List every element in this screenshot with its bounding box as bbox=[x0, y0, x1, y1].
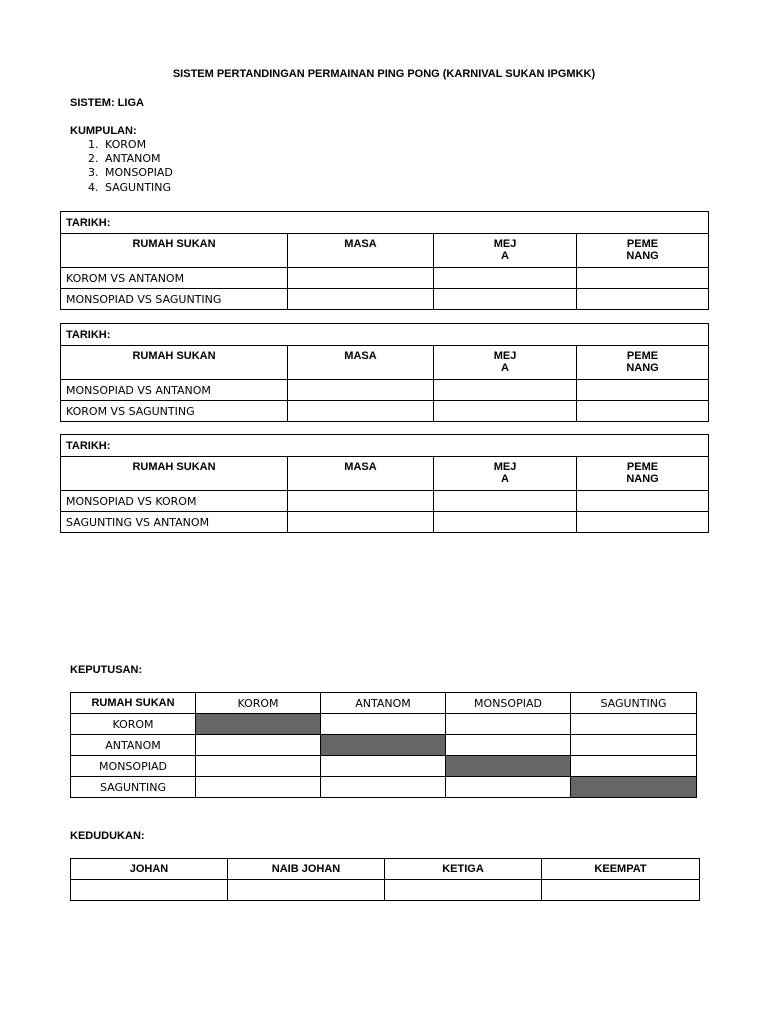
result-cell[interactable] bbox=[196, 735, 321, 756]
header-line: A bbox=[501, 473, 509, 485]
table-row bbox=[61, 268, 709, 289]
winner-cell[interactable] bbox=[577, 268, 709, 289]
table-row bbox=[71, 735, 697, 756]
standing-cell[interactable] bbox=[71, 880, 228, 901]
column-header-keempat: KEEMPAT bbox=[542, 859, 700, 880]
result-cell[interactable] bbox=[571, 714, 697, 735]
table-row bbox=[61, 401, 709, 422]
winner-cell[interactable] bbox=[577, 491, 709, 512]
match-cell: MONSOPIAD VS SAGUNTING bbox=[61, 289, 288, 310]
column-header-meja bbox=[434, 234, 577, 268]
column-header: KOROM bbox=[196, 693, 321, 714]
header-line: PEME bbox=[626, 238, 659, 250]
table-cell[interactable] bbox=[434, 289, 577, 310]
result-cell[interactable] bbox=[446, 735, 571, 756]
result-cell[interactable] bbox=[571, 735, 697, 756]
header-line: A bbox=[501, 250, 509, 262]
column-header: MONSOPIAD bbox=[446, 693, 571, 714]
date-label: TARIKH: bbox=[61, 324, 709, 346]
standings-table bbox=[70, 858, 700, 901]
table-cell[interactable] bbox=[434, 512, 577, 533]
list-number: 1. bbox=[88, 138, 99, 151]
group-name: MONSOPIAD bbox=[105, 166, 173, 180]
winner-cell[interactable] bbox=[577, 401, 709, 422]
column-header-rumah: RUMAH SUKAN bbox=[61, 457, 288, 491]
match-cell: MONSOPIAD VS ANTANOM bbox=[61, 380, 288, 401]
table-row bbox=[71, 756, 697, 777]
column-header-johan: JOHAN bbox=[71, 859, 228, 880]
shaded-cell bbox=[196, 714, 321, 735]
schedule-table bbox=[60, 434, 709, 533]
match-cell: KOROM VS ANTANOM bbox=[61, 268, 288, 289]
time-cell[interactable] bbox=[288, 289, 434, 310]
column-header-meja bbox=[434, 457, 577, 491]
result-cell[interactable] bbox=[321, 714, 446, 735]
result-cell[interactable] bbox=[446, 714, 571, 735]
group-list bbox=[88, 138, 173, 195]
time-cell[interactable] bbox=[288, 401, 434, 422]
list-item bbox=[88, 152, 173, 166]
table-row bbox=[61, 491, 709, 512]
time-cell[interactable] bbox=[288, 491, 434, 512]
table-row bbox=[71, 777, 697, 798]
column-header-masa: MASA bbox=[288, 457, 434, 491]
shaded-cell bbox=[321, 735, 446, 756]
table-cell[interactable] bbox=[434, 491, 577, 512]
header-line: NANG bbox=[626, 473, 659, 485]
column-header-ketiga: KETIGA bbox=[385, 859, 542, 880]
time-cell[interactable] bbox=[288, 268, 434, 289]
list-item bbox=[88, 166, 173, 180]
date-label: TARIKH: bbox=[61, 435, 709, 457]
header-line: NANG bbox=[626, 362, 659, 374]
system-label: SISTEM: LIGA bbox=[70, 97, 144, 109]
match-cell: SAGUNTING VS ANTANOM bbox=[61, 512, 288, 533]
column-header-meja bbox=[434, 346, 577, 380]
row-header: SAGUNTING bbox=[71, 777, 196, 798]
table-row bbox=[71, 714, 697, 735]
standing-cell[interactable] bbox=[385, 880, 542, 901]
list-item bbox=[88, 138, 173, 152]
row-header: KOROM bbox=[71, 714, 196, 735]
table-row bbox=[61, 380, 709, 401]
column-header-masa: MASA bbox=[288, 346, 434, 380]
match-cell: KOROM VS SAGUNTING bbox=[61, 401, 288, 422]
results-label: KEPUTUSAN: bbox=[70, 664, 143, 676]
group-name: SAGUNTING bbox=[105, 180, 172, 194]
corner-header: RUMAH SUKAN bbox=[71, 693, 196, 714]
standings-label: KEDUDUKAN: bbox=[70, 830, 145, 842]
row-header: ANTANOM bbox=[71, 735, 196, 756]
group-name: ANTANOM bbox=[105, 152, 161, 166]
header-line: PEME bbox=[626, 350, 659, 362]
result-cell[interactable] bbox=[446, 777, 571, 798]
date-label: TARIKH: bbox=[61, 212, 709, 234]
column-header: SAGUNTING bbox=[571, 693, 697, 714]
time-cell[interactable] bbox=[288, 380, 434, 401]
match-cell: MONSOPIAD VS KOROM bbox=[61, 491, 288, 512]
row-header: MONSOPIAD bbox=[71, 756, 196, 777]
column-header-pemenang bbox=[577, 457, 709, 491]
result-cell[interactable] bbox=[321, 756, 446, 777]
list-number: 4. bbox=[88, 180, 99, 194]
list-number: 3. bbox=[88, 166, 99, 180]
table-row bbox=[71, 880, 700, 901]
standing-cell[interactable] bbox=[228, 880, 385, 901]
schedule-table bbox=[60, 211, 709, 310]
column-header-naib-johan: NAIB JOHAN bbox=[228, 859, 385, 880]
table-header-row bbox=[71, 859, 700, 880]
table-row bbox=[61, 289, 709, 310]
column-header-pemenang bbox=[577, 234, 709, 268]
header-line: A bbox=[501, 362, 509, 374]
winner-cell[interactable] bbox=[577, 512, 709, 533]
result-cell[interactable] bbox=[196, 777, 321, 798]
header-line: NANG bbox=[626, 250, 659, 262]
results-matrix bbox=[70, 692, 697, 798]
schedule-table bbox=[60, 323, 709, 422]
result-cell[interactable] bbox=[196, 756, 321, 777]
winner-cell[interactable] bbox=[577, 380, 709, 401]
list-item bbox=[88, 181, 173, 195]
column-header-masa: MASA bbox=[288, 234, 434, 268]
groups-label: KUMPULAN: bbox=[70, 125, 137, 137]
standing-cell[interactable] bbox=[542, 880, 700, 901]
header-line: MEJ bbox=[493, 238, 517, 250]
winner-cell[interactable] bbox=[577, 289, 709, 310]
column-header-rumah: RUMAH SUKAN bbox=[61, 234, 288, 268]
group-name: KOROM bbox=[105, 138, 147, 151]
column-header-pemenang bbox=[577, 346, 709, 380]
header-line: PEME bbox=[626, 461, 659, 473]
list-number: 2. bbox=[88, 152, 99, 166]
header-line: MEJ bbox=[493, 461, 517, 473]
table-header-row bbox=[71, 693, 697, 714]
column-header-rumah: RUMAH SUKAN bbox=[61, 346, 288, 380]
header-line: MEJ bbox=[493, 350, 517, 362]
result-cell[interactable] bbox=[571, 756, 697, 777]
column-header: ANTANOM bbox=[321, 693, 446, 714]
shaded-cell bbox=[571, 777, 697, 798]
result-cell[interactable] bbox=[321, 777, 446, 798]
table-row bbox=[61, 512, 709, 533]
page-title: SISTEM PERTANDINGAN PERMAINAN PING PONG (KARNIVAL SUKAN IPGMKK) bbox=[172, 68, 596, 80]
table-cell[interactable] bbox=[434, 401, 577, 422]
shaded-cell bbox=[446, 756, 571, 777]
time-cell[interactable] bbox=[288, 512, 434, 533]
table-cell[interactable] bbox=[434, 268, 577, 289]
table-cell[interactable] bbox=[434, 380, 577, 401]
